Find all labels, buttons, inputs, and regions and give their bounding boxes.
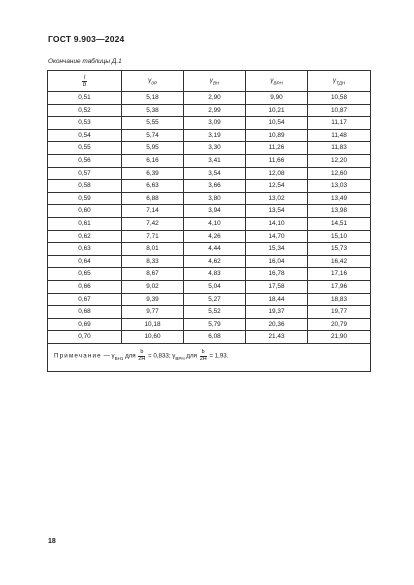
table-cell: 20,36 <box>246 318 308 331</box>
note-text-5: = 1,93. <box>209 353 229 361</box>
table-cell: 0,63 <box>48 243 122 256</box>
table-cell: 9,39 <box>122 293 184 306</box>
table-row <box>48 280 371 293</box>
table-row <box>48 104 371 117</box>
table-cell: 4,26 <box>184 230 246 243</box>
table-row <box>48 180 371 193</box>
table-cell: 5,55 <box>122 117 184 130</box>
table-row <box>48 205 371 218</box>
table-cell: 5,38 <box>122 104 184 117</box>
table-cell: 8,01 <box>122 243 184 256</box>
table-cell: 4,83 <box>184 268 246 281</box>
table-cell: 5,79 <box>184 318 246 331</box>
column-header-0 <box>48 71 122 92</box>
table-cell: 16,78 <box>246 268 308 281</box>
table-cell: 2,90 <box>184 92 246 105</box>
table-row <box>48 154 371 167</box>
column-header-2 <box>184 71 246 92</box>
table-cell: 5,27 <box>184 293 246 306</box>
table-cell: 17,96 <box>308 280 371 293</box>
column-header-3 <box>246 71 308 92</box>
table-cell: 0,59 <box>48 192 122 205</box>
table-cell: 3,19 <box>184 129 246 142</box>
table-row <box>48 268 371 281</box>
data-table <box>47 70 371 372</box>
table-cell: 6,08 <box>184 331 246 344</box>
table-cell: 10,58 <box>308 92 371 105</box>
table-cell: 0,68 <box>48 306 122 319</box>
note-text-3: = 0,833; γ <box>148 353 176 361</box>
table-cell: 0,65 <box>48 268 122 281</box>
table-cell: 3,54 <box>184 167 246 180</box>
column-symbol: γ <box>332 76 337 84</box>
table-cell: 11,66 <box>246 154 308 167</box>
table-cell: 4,62 <box>184 255 246 268</box>
table-cell: 21,43 <box>246 331 308 344</box>
column-symbol-subscript: BPH <box>273 80 283 86</box>
table-cell: 16,42 <box>308 255 371 268</box>
table-row <box>48 306 371 319</box>
table-cell: 15,73 <box>308 243 371 256</box>
column-symbol-subscript: 0P <box>151 80 157 86</box>
table-row <box>48 243 371 256</box>
table-cell: 10,54 <box>246 117 308 130</box>
note-fraction-2-den: 2H <box>199 355 207 362</box>
page-number: 18 <box>48 538 56 545</box>
table-cell: 11,48 <box>308 129 371 142</box>
table-cell: 15,10 <box>308 230 371 243</box>
table-cell: 8,33 <box>122 255 184 268</box>
table-cell: 0,66 <box>48 280 122 293</box>
note-text-1: — γ <box>103 353 115 361</box>
table-cell: 0,54 <box>48 129 122 142</box>
table-cell: 14,10 <box>246 217 308 230</box>
table-cell: 21,90 <box>308 331 371 344</box>
table-cell: 11,17 <box>308 117 371 130</box>
table-cell: 6,88 <box>122 192 184 205</box>
note-fraction-1-num: b <box>140 349 144 356</box>
note-fraction-1 <box>138 350 145 362</box>
table-cell: 0,53 <box>48 117 122 130</box>
table-cell: 0,52 <box>48 104 122 117</box>
table-row <box>48 255 371 268</box>
table-cell: 5,74 <box>122 129 184 142</box>
note-sub-1: ВН1 <box>114 356 124 362</box>
table-cell: 6,16 <box>122 154 184 167</box>
note-fraction-2-num: b <box>201 349 205 356</box>
table-note-row <box>48 343 371 371</box>
table-cell: 6,63 <box>122 180 184 193</box>
table-cell: 0,51 <box>48 92 122 105</box>
table-cell: 10,21 <box>246 104 308 117</box>
note-text-4: для <box>186 353 197 361</box>
table-cell: 2,99 <box>184 104 246 117</box>
table-row <box>48 230 371 243</box>
table-cell: 6,39 <box>122 167 184 180</box>
table-cell: 14,70 <box>246 230 308 243</box>
table-row <box>48 331 371 344</box>
table-cell: 10,18 <box>122 318 184 331</box>
table-cell: 0,55 <box>48 142 122 155</box>
column-header-1 <box>122 71 184 92</box>
table-cell: 0,58 <box>48 180 122 193</box>
table-cell: 18,44 <box>246 293 308 306</box>
table-row <box>48 167 371 180</box>
column-symbol-subscript: BH <box>212 80 220 86</box>
table-cell: 13,02 <box>246 192 308 205</box>
note-label: Примечание <box>54 353 102 361</box>
table-header-row <box>48 71 371 92</box>
table-cell: 7,14 <box>122 205 184 218</box>
table-cell: 4,10 <box>184 217 246 230</box>
table-row <box>48 318 371 331</box>
table-cell: 0,57 <box>48 167 122 180</box>
document-header: ГОСТ 9.903—2024 <box>48 34 125 44</box>
note-fraction-2 <box>200 350 207 362</box>
table-cell: 3,80 <box>184 192 246 205</box>
table-cell: 9,02 <box>122 280 184 293</box>
table-cell: 13,03 <box>308 180 371 193</box>
table-cell: 11,26 <box>246 142 308 155</box>
table-cell: 0,56 <box>48 154 122 167</box>
table-cell: 5,04 <box>184 280 246 293</box>
note-fraction-1-den: 2H <box>138 355 146 362</box>
table-cell: 3,09 <box>184 117 246 130</box>
table-cell: 10,89 <box>246 129 308 142</box>
table-cell: 17,16 <box>308 268 371 281</box>
table-caption: Окончание таблицы Д.1 <box>48 58 122 65</box>
table-note <box>48 343 371 371</box>
table-cell: 0,64 <box>48 255 122 268</box>
table-cell: 14,51 <box>308 217 371 230</box>
table-cell: 5,52 <box>184 306 246 319</box>
table-cell: 19,77 <box>308 306 371 319</box>
table-cell: 3,94 <box>184 205 246 218</box>
table-cell: 7,42 <box>122 217 184 230</box>
table-row <box>48 192 371 205</box>
table-cell: 15,34 <box>246 243 308 256</box>
table-cell: 5,18 <box>122 92 184 105</box>
table-cell: 13,98 <box>308 205 371 218</box>
table-row <box>48 92 371 105</box>
table-cell: 16,04 <box>246 255 308 268</box>
table-row <box>48 217 371 230</box>
fraction-denominator: b <box>82 81 87 88</box>
table-cell: 0,67 <box>48 293 122 306</box>
column-symbol: γ <box>148 76 152 84</box>
column-header-4 <box>308 71 371 92</box>
table-cell: 0,70 <box>48 331 122 344</box>
table-cell: 0,60 <box>48 205 122 218</box>
table-cell: 3,41 <box>184 154 246 167</box>
table-cell: 4,44 <box>184 243 246 256</box>
column-symbol: γ <box>270 76 274 84</box>
table-cell: 10,87 <box>308 104 371 117</box>
column-header-fraction <box>82 75 87 88</box>
table-cell: 12,54 <box>246 180 308 193</box>
table-cell: 19,37 <box>246 306 308 319</box>
table-body <box>48 92 371 344</box>
table-row <box>48 117 371 130</box>
table-cell: 0,62 <box>48 230 122 243</box>
table-cell: 9,77 <box>122 306 184 319</box>
note-text-2: для <box>125 353 136 361</box>
table-cell: 13,49 <box>308 192 371 205</box>
table-cell: 12,20 <box>308 154 371 167</box>
table-cell: 8,67 <box>122 268 184 281</box>
table-cell: 10,60 <box>122 331 184 344</box>
table-cell: 13,54 <box>246 205 308 218</box>
table-cell: 12,08 <box>246 167 308 180</box>
table-cell: 12,60 <box>308 167 371 180</box>
table-row <box>48 142 371 155</box>
table-cell: 7,71 <box>122 230 184 243</box>
table-cell: 11,83 <box>308 142 371 155</box>
table-cell: 18,83 <box>308 293 371 306</box>
note-sub-2: ВРН <box>175 356 185 362</box>
table-cell: 5,95 <box>122 142 184 155</box>
table-row <box>48 129 371 142</box>
column-symbol-subscript: ТДН <box>336 80 346 86</box>
column-symbol: γ <box>209 76 213 84</box>
table-cell: 3,66 <box>184 180 246 193</box>
table-cell: 17,58 <box>246 280 308 293</box>
table-row <box>48 293 371 306</box>
fraction-numerator: l <box>83 74 86 81</box>
table-cell: 0,69 <box>48 318 122 331</box>
table-cell: 0,61 <box>48 217 122 230</box>
table-cell: 20,79 <box>308 318 371 331</box>
table-cell: 3,30 <box>184 142 246 155</box>
table-cell: 9,90 <box>246 92 308 105</box>
